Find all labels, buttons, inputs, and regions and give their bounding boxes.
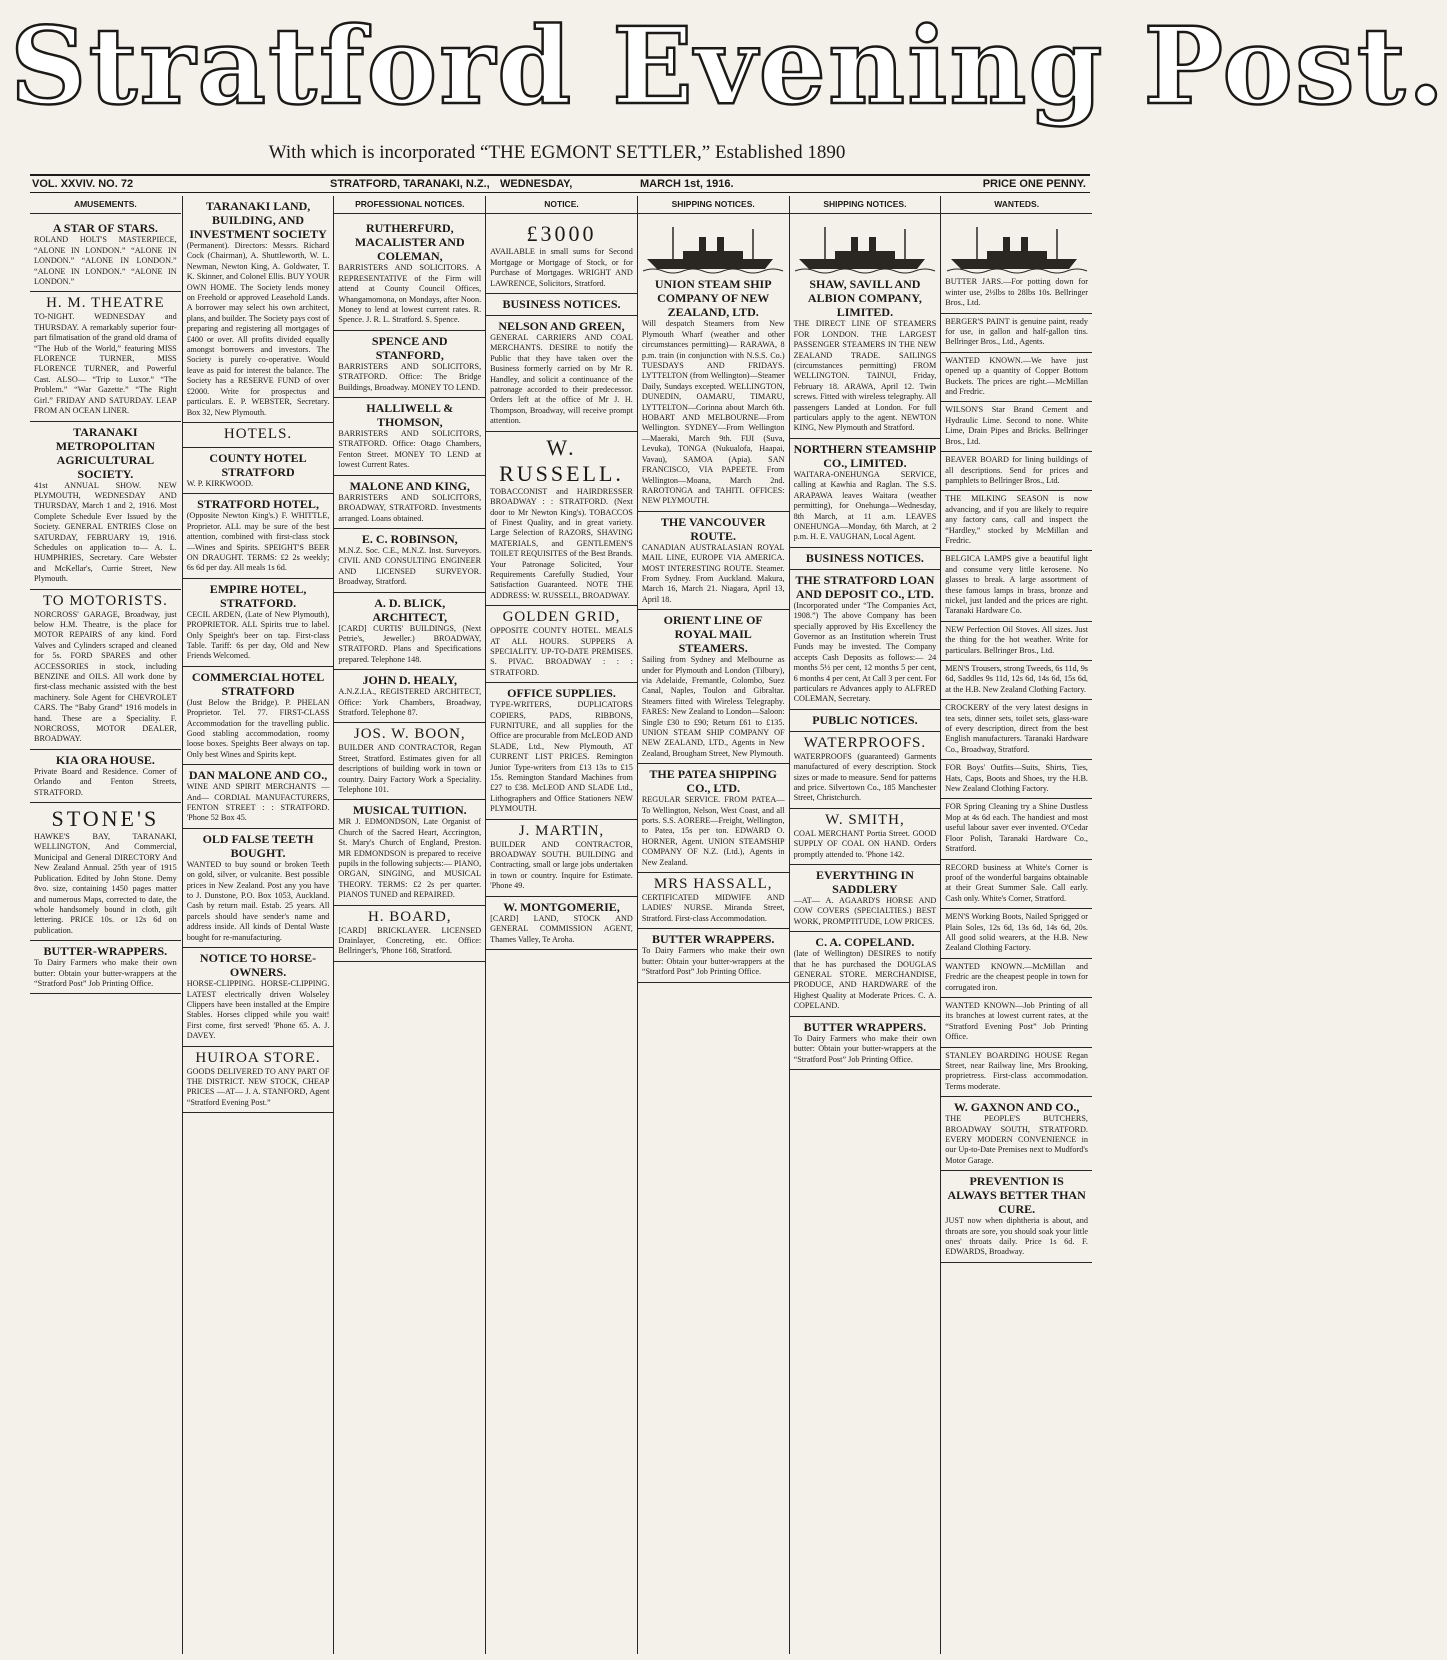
advertisement-body: BUILDER AND CONTRACTOR, Regan Street, Stratford. Estimates given for all descriptions of building work in town or country. Dairy Factory Work a Speciality. Telephone 101.: [338, 743, 482, 794]
advertisement: [183, 423, 334, 448]
advertisement-body: (Opposite Newton King's.) F. WHITTLE, Proprietor. ALL may be sure of the best attention, combined with first-class stock—Wines and Spirits. SPEIGHT'S BEER ON DRAUGHT. TERMS: £2 2s weekly; 6s 6d per day. All meals 1s 6d.: [186, 511, 330, 573]
advertisement: [30, 292, 181, 421]
advertisement-body: 41st ANNUAL SHOW. NEW PLYMOUTH, WEDNESDAY AND THURSDAY, March 1 and 2, 1916. Most Complete Schedule Ever Issued by the Society. GENERAL ENTRIES Close on SATURDAY, FEBRUARY 19, 1916. Schedules on application to— A. L. HUMPHRIES, Secretary. Care Webster and McKellar's, Currie Street, New Plymouth.: [34, 480, 177, 584]
advertisement-title: PREVENTION IS ALWAYS BETTER THAN CURE.: [947, 1174, 1086, 1217]
advertisement-title: MRS HASSALL,: [653, 876, 773, 893]
advertisement-body: BARRISTERS AND SOLICITORS. A REPRESENTATIVE of the Firm will attend at County Council Offices, Whangamomona, on Mondays, after Noon. Money to lend at lowest current rates. R. Spence. J. R. L. Stratford. S. Spence.: [338, 263, 482, 325]
newspaper-column: [333, 196, 485, 1654]
advertisement: [638, 873, 789, 929]
advertisement: [790, 809, 941, 865]
advertisement: [334, 800, 485, 905]
advertisement-body: WATERPROOFS (guaranteed) Garments manufactured of every description. Stock sizes or made to measure. Send for patterns and price. Silvertown Co., 185 Manchester Street, Christchurch.: [793, 751, 937, 803]
advertisement: [183, 1047, 334, 1114]
advertisement-body: BARRISTERS AND SOLICITORS, STRATFORD. Office: Otago Chambers, Fenton Street. MONEY TO LEND at lowest Current Rates.: [338, 429, 482, 470]
advertisement-body: A.N.Z.I.A., REGISTERED ARCHITECT, Office: York Chambers, Broadway, Stratford. Telephone 87.: [338, 687, 482, 717]
steamship-illustration: [795, 225, 935, 273]
advertisement-body: NEW Perfection Oil Stoves. All sizes. Just the thing for the hot weather. Write for particulars. Bellringer Bros., Ltd.: [945, 624, 1088, 655]
advertisement-title: NORTHERN STEAMSHIP CO., LIMITED.: [793, 441, 937, 470]
advertisement-title: PUBLIC NOTICES.: [812, 712, 918, 727]
advertisement-title: EVERYTHING IN SADDLERY: [815, 868, 914, 897]
newspaper-column: [940, 196, 1092, 1654]
advertisement-body: WANTED to buy sound or broken Teeth on gold, silver, or vulcanite. Best possible prices in New Zealand. Post any you have to J. Dunstone, P.O. Box 1053, Auckland. Cash by return mail. Estab. 25 years. All parcels should have sender's name and address inside. All kinds of Dental Waste bought for re-manufacturing.: [186, 859, 330, 942]
advertisement: [941, 622, 1092, 661]
advertisement-body: WILSON'S Star Brand Cement and Hydraulic Lime. Second to none. White Lime, Drain Pipes and Bricks. Bellringer Bros., Ltd.: [945, 405, 1088, 446]
weekday: WEDNESDAY,: [500, 178, 573, 190]
advertisement: [334, 331, 485, 398]
advertisement: [790, 548, 941, 570]
advertisement-title: W. SMITH,: [825, 811, 905, 828]
advertisement-body: WANTED KNOWN.—McMillan and Fredric are the cheapest people in town for corrugated iron.: [945, 961, 1088, 992]
advertisement-body: BUILDER AND CONTRACTOR, BROADWAY SOUTH. BUILDING and Contracting, small or large jobs undertaken in town or country. Inquire for Estimate. 'Phone 49.: [490, 839, 633, 891]
advertisement-title: EMPIRE HOTEL, STRATFORD.: [209, 581, 307, 610]
advertisement-title: JOHN D. HEALY,: [362, 673, 458, 688]
advertisement: [486, 316, 637, 432]
advertisement-title: JOS. W. BOON,: [353, 726, 466, 743]
advertisement-title: COMMERCIAL HOTEL STRATFORD: [191, 669, 325, 698]
newspaper-column: [30, 196, 181, 1654]
advertisement: [183, 448, 334, 494]
advertisement: [334, 529, 485, 593]
advertisement-body: STANLEY BOARDING HOUSE Regan Street, near Railway line, Mrs Brooking, proprietress. First-class accommodation. Terms moderate.: [945, 1050, 1088, 1091]
advertisement-title: H. M. THEATRE: [46, 295, 165, 312]
advertisement-title: WATERPROOFS.: [803, 734, 927, 751]
column-heading: SHIPPING NOTICES.: [790, 196, 941, 214]
advertisement: [183, 579, 334, 667]
advertisement: [183, 196, 334, 423]
advertisement: [30, 941, 181, 994]
advertisement-body: AVAILABLE in small sums for Second Mortgage or Mortgage of Stock, or for Purchase of Mortgages. WRIGHT AND LAWRENCE, Solicitors, Stratford.: [490, 247, 633, 288]
advertisement-title: W. RUSSELL.: [499, 434, 624, 486]
advertisement: [334, 723, 485, 800]
advertisement: [941, 700, 1092, 760]
advertisement-body: RECORD business at White's Corner is proof of the wonderful bargains obtainable at their Great Summer Sale. Call early. Cash only. White's Corner, Stratford.: [945, 862, 1088, 903]
advertisement-body: ROLAND HOLT'S MASTERPIECE, “ALONE IN LONDON.” “ALONE IN LONDON.” “ALONE IN LONDON.” “ALONE IN LONDON.” “ALONE IN LONDON.”: [34, 235, 177, 287]
advertisement-title: SHAW, SAVILL AND ALBION COMPANY, LIMITED.: [807, 277, 922, 320]
advertisement-title: COUNTY HOTEL STRATFORD: [209, 450, 307, 479]
advertisement: [183, 829, 334, 948]
advertisement: [941, 860, 1092, 910]
advertisement-body: FOR Spring Cleaning try a Shine Dustless Mop at 4s 6d each. The handiest and most useful labour saver ever invented. O'Cedar Floor Polish, Taranaki Hardware Co., Stratford.: [945, 802, 1088, 854]
advertisement-title: TARANAKI METROPOLITAN AGRICULTURAL SOCIETY.: [55, 424, 155, 481]
advertisement-body: NORCROSS' GARAGE, Broadway, just below H.M. Theatre, is the place for MOTOR REPAIRS of any kind. Ford Valves and Cylinders scraped and cleaned for 5s. FORD SPARES and other ACCESSORIES in stock, including BENZINE and OILS. All work done by first-class mechanic assisted with the best machinery. Sole Agent for CHEVROLET CARS. The “Baby Grand” 1916 models in hand. These are a Speciality. F. NORCROSS, MOTOR DEALER, BROADWAY.: [34, 609, 177, 744]
advertisement-title: OLD FALSE TEETH BOUGHT.: [202, 831, 314, 860]
advertisement: [790, 932, 941, 1016]
steamship-illustration: [947, 225, 1087, 273]
advertisement-body: WINE AND SPIRIT MERCHANTS —And— CORDIAL MANUFACTURERS, FENTON STREET : : STRATFORD. 'Phone 52 Box 45.: [186, 782, 330, 823]
advertisement-body: BEAVER BOARD for lining buildings of all descriptions. Send for prices and pamphlets to Bellringer Bros., Ltd.: [945, 455, 1088, 485]
advertisement-title: OFFICE SUPPLIES.: [507, 686, 616, 701]
advertisement: [486, 218, 637, 294]
column-heading: AMUSEMENTS.: [30, 196, 181, 214]
advertisement-body: TO-NIGHT. WEDNESDAY and THURSDAY. A remarkably superior four-part filmatisation of the grand old drama of “The Hub of the World,” featuring MISS FLORENCE TURNER, MISS FLORENCE TURNER, and Powerful Cast. ALSO— “Trip to Luxor.” “The Problem.” “War Gazette.” “The Right Girl.” FRIDAY AND SATURDAY. LEAP FROM AN OCEAN LINER.: [34, 312, 177, 416]
advertisement: [486, 897, 637, 950]
advertisement-body: CROCKERY of the very latest designs in tea sets, dinner sets, toilet sets, glass-ware of every description, direct from the best English manufacturers. Taranaki Hardware Co., Broadway, Stratford.: [945, 703, 1088, 754]
advertisement-title: UNION STEAM SHIP COMPANY OF NEW ZEALAND, LTD.: [654, 277, 772, 320]
advertisement-title: THE STRATFORD LOAN AND DEPOSIT CO., LTD.: [795, 572, 935, 601]
advertisement-title: STRATFORD HOTEL,: [197, 497, 319, 512]
advertisement-title: BUSINESS NOTICES.: [805, 550, 924, 565]
advertisement: [30, 422, 181, 590]
advertisement: [486, 606, 637, 683]
advertisement-title: BUTTER-WRAPPERS.: [43, 944, 168, 959]
advertisement-body: OPPOSITE COUNTY HOTEL. MEALS AT ALL HOURS. SUPPERS A SPECIALITY. UP-TO-DATE PREMISES. S. PIVAC. BROADWAY : : : STRATFORD.: [490, 626, 633, 677]
advertisement-title: TO MOTORISTS.: [42, 592, 168, 609]
advertisement: [941, 998, 1092, 1048]
advertisement-title: BUTTER WRAPPERS.: [651, 932, 775, 947]
advertisement: [486, 432, 637, 606]
column-heading: SHIPPING NOTICES.: [638, 196, 789, 214]
advertisement-title: GOLDEN GRID,: [502, 609, 621, 626]
advertisement-body: M.N.Z. Soc. C.E., M.N.Z. Inst. Surveyors. CIVIL AND CONSULTING ENGINEER AND LICENSED SURVEYOR. Broadway, Stratford.: [338, 545, 482, 587]
advertisement: [941, 661, 1092, 700]
advertisement-body: [CARD] CURTIS' BUILDINGS, (Next Petrie's, Jeweller.) BROADWAY, STRATFORD. Plans and Specifications prepared. Telephone 148.: [338, 623, 482, 664]
advertisement-body: WANTED KNOWN.—We have just opened up a quantity of Copper Bottom Buckets. The prices are right.—McMillan and Fredric.: [945, 355, 1088, 397]
advertisement-body: To Dairy Farmers who make their own butter: Obtain your butter-wrappers at the “Stratford Post” Job Printing Office.: [641, 946, 785, 977]
advertisement: [941, 551, 1092, 621]
advertisement: [638, 218, 789, 511]
advertisement-title: HUIROA STORE.: [195, 1049, 321, 1066]
advertisement-body: COAL MERCHANT Portia Street. GOOD SUPPLY OF COAL ON HAND. Orders promptly attended to. 'Phone 142.: [793, 828, 937, 859]
advertisement: [334, 593, 485, 671]
advertisement-body: (Just Below the Bridge). P. PHELAN Proprietor. Tel. 77. FIRST-CLASS Accommodation for the travelling public. Good stabling accommodation, roomy loose boxes. Speights Beer always on tap. Only best Wines and Spirits kept.: [186, 697, 330, 759]
advertisement: [941, 314, 1092, 353]
advertisement: [486, 294, 637, 316]
advertisement-title: DAN MALONE AND CO.,: [188, 768, 328, 783]
advertisement-body: To Dairy Farmers who make their own butter: Obtain your butter-wrappers at the “Stratford Post” Job Printing Office.: [793, 1033, 937, 1064]
price: PRICE ONE PENNY.: [982, 178, 1086, 190]
advertisement: [941, 760, 1092, 799]
advertisement-title: THE PATEA SHIPPING CO., LTD.: [649, 767, 777, 796]
advertisement: [941, 1171, 1092, 1263]
advertisement-body: THE DIRECT LINE OF STEAMERS FOR LONDON. THE LARGEST PASSENGER STEAMERS IN THE NEW ZEALAND TRADE. SAILINGS (circumstances permitting) FROM WELLINGTON. TAINUI, Friday, February 18. ARAWA, April 12. Twin screws. Fitted with wireless telegraphy. All passengers Landed at London. For full particulars apply to the agent. NEWTON KING, New Plymouth and Stratford.: [793, 319, 937, 433]
advertisement-title: A STAR OF STARS.: [52, 221, 158, 236]
advertisement-body: BERGER'S PAINT is genuine paint, ready for use, in gallon and half-gallon tins. Bellringer Bros., Ltd., Agents.: [945, 316, 1088, 347]
advertisement-title: STONE'S: [51, 806, 160, 832]
advertisement-body: Sailing from Sydney and Melbourne as under for Plymouth and London (Tilbury), via Adelaide, Fremantle, Colombo, Suez Canal, Naples, Toulon and Gibraltar. Steamers fitted with Wireless Telegraphy. FARES: New Zealand to London—Saloon: Single £30 to £90; Return £61 to £135. UNION STEAM SHIP COMPANY OF NEW ZEALAND, LTD., Agents in New Zealand, Brougham Street, New Plymouth.: [641, 655, 785, 758]
advertisement: [334, 398, 485, 476]
advertisement: [334, 218, 485, 330]
column-heading: PROFESSIONAL NOTICES.: [334, 196, 485, 214]
advertisement-title: THE VANCOUVER ROUTE.: [660, 514, 766, 543]
advertisement-body: WANTED KNOWN—Job Printing of all its branches at lowest current rates, at the “Stratford Evening Post” Job Printing Office.: [945, 1000, 1088, 1042]
advertisement-title: TARANAKI LAND, BUILDING, AND INVESTMENT SOCIETY: [189, 199, 327, 241]
advertisement: [334, 670, 485, 723]
newspaper-column: [789, 196, 941, 1654]
advertisement-title: ORIENT LINE OF ROYAL MAIL STEAMERS.: [663, 613, 763, 656]
advertisement-title: BUTTER WRAPPERS.: [803, 1019, 927, 1034]
advertisement-body: (late of Wellington) DESIRES to notify that he has purchased the DOUGLAS GENERAL STORE. MERCHANDISE, PRODUCE, AND HARDWARE of the Highest Quality at Moderate Prices. C. A. COPELAND.: [793, 949, 937, 1011]
advertisement: [486, 683, 637, 819]
advertisement-title: £3000: [526, 221, 597, 247]
advertisement-title: C. A. COPELAND.: [815, 935, 915, 950]
advertisement-body: Will despatch Steamers from New Plymouth Wharf (weather and other circumstances permitting)— RARAWA, 8 p.m. train (in conjunction with N.S.S. Co.) TUESDAYS AND FRIDAYS. LYTTELTON (from Wellington)—Steamer Daily, Sundays excepted. WELLINGTON, DUNEDIN, OAMARU, TIMARU, LYTTELTON—Corinna about March 6th. HOBART AND MELBOURNE—From Wellington. SYDNEY—From Wellington—Maeraki, March 9th. FIJI (Suva, Levuka), TONGA (Nukualofa, Haapai, Vavau), SAMOA (Apia). SAN FRANCISCO, VIA PAPEETE. From Wellington—Moana, March 2nd. RAROTONGA and TAHITI. OFFICES: NEW PLYMOUTH.: [641, 319, 785, 506]
advertisement-body: MEN'S Working Boots, Nailed Sprigged or Plain Soles, 12s 6d, 13s 6d, 14s 6d, 20s. All good solid wearers, at the H.B. New Zealand Clothing Factory.: [945, 912, 1088, 953]
advertisement-title: H. BOARD,: [367, 908, 452, 925]
advertisement: [790, 218, 941, 438]
advertisement-title: MUSICAL TUITION.: [352, 803, 467, 818]
advertisement: [941, 402, 1092, 452]
advertisement-body: MR J. EDMONDSON, Late Organist of Church of the Sacred Heart, Accrington, St. Mary's Church of England, Preston. MR EDMONDSON is prepared to receive pupils in the following subjects:— PIANO, ORGAN, SINGING, and MUSICAL THEORY. TERMS: £2 2s per quarter. PIANOS TUNED and REPAIRED.: [338, 817, 482, 900]
advertisement: [183, 667, 334, 765]
advertisement: [334, 476, 485, 529]
advertisement-title: KIA ORA HOUSE.: [55, 752, 155, 767]
advertisement: [941, 799, 1092, 859]
advertisement-title: J. MARTIN,: [518, 822, 605, 839]
advertisement: [790, 570, 941, 710]
column-heading: NOTICE.: [486, 196, 637, 214]
advertisement-title: SPENCE AND STANFORD,: [371, 333, 448, 362]
column-heading: WANTEDS.: [941, 196, 1092, 214]
steamship-illustration: [643, 225, 783, 273]
advertisement-body: CANADIAN AUSTRALASIAN ROYAL MAIL LINE, EUROPE VIA AMERICA. MOST INTERESTING ROUTE. Steamer. From Sydney. From Auckland. Makura, March 16, March 21. Niagara, April 13, April 18.: [641, 542, 785, 604]
advertisement: [941, 1048, 1092, 1098]
advertisement-title: NELSON AND GREEN,: [498, 319, 625, 334]
advertisement: [941, 909, 1092, 959]
advertisement-title: HOTELS.: [223, 425, 293, 442]
volume-number: VOL. XXVIV. NO. 72: [32, 178, 134, 190]
dateline: [30, 174, 1090, 193]
advertisement-title: BUSINESS NOTICES.: [502, 297, 621, 312]
advertisement-body: WAITARA-ONEHUNGA SERVICE, calling at Kawhia and Raglan. The S.S. ARAPAWA leaves Waitara (weather permitting), for Onehunga—Wednesday, 8th March, at 11 a.m. LEAVES ONEHUNGA—Monday, 6th March, at 2 p.m. H. E. VAUGHAN, Local Agent.: [793, 469, 937, 542]
advertisement-body: HORSE-CLIPPING. HORSE-CLIPPING. LATEST electrically driven Wolseley Clippers have been installed at the Empire Stables. Horses clipped while you wait! First come, first served! 'Phone 65. A. J. DAVEY.: [186, 979, 330, 1041]
advertisement-body: JUST now when diphtheria is about, and throats are sore, you should soak your little ones' throats daily. Price 1s 6d. F. EDWARDS, Broadway.: [945, 1216, 1088, 1257]
advertisement-title: W. GAXNON AND CO.,: [953, 1100, 1080, 1115]
advertisement-body: FOR Boys' Outfits—Suits, Shirts, Ties, Hats, Caps, Boots and Shoes, try the H.B. New Zealand Clothing Factory.: [945, 763, 1088, 794]
advertisement: [790, 1017, 941, 1070]
advertisement-title: E. C. ROBINSON,: [361, 531, 458, 546]
advertisement: [790, 865, 941, 932]
advertisement: [638, 512, 789, 610]
advertisement-body: W. P. KIRKWOOD.: [186, 478, 254, 488]
advertisement: [183, 765, 334, 829]
advertisement: [486, 820, 637, 897]
advertisement-body: GOODS DELIVERED TO ANY PART OF THE DISTRICT. NEW STOCK, CHEAP PRICES —AT— J. A. STANFORD, Agent “Stratford Evening Post.”: [186, 1066, 330, 1107]
advertisement-body: [CARD] BRICKLAYER. LICENSED Drainlayer, Concreting, etc. Office: Bellringer's, 'Phone 168, Stratford.: [338, 925, 482, 956]
advertisement-body: TYPE-WRITERS, DUPLICATORS COPIERS, PADS, RIBBONS, FURNITURE, and all supplies for the Office are procurable from McLEOD AND SLADE, Ltd., New Plymouth, AT CURRENT LIST PRICES. Remington Junior Type-writers from £13 13s to £15 15s. Remington Standard Machines from £27 to £38. McLEOD AND SLADE Ltd., Lithographers and Office Stationers NEW PLYMOUTH.: [490, 700, 633, 814]
advertisement: [30, 590, 181, 750]
advertisement: [941, 218, 1092, 313]
advertisement-title: A. D. BLICK, ARCHITECT,: [372, 595, 448, 624]
advertisement-body: (Incorporated under “The Companies Act, 1908.”) The above Company has been specially approved by His Excellency the Governor as an Institution wherein Trust Funds may be invested. The Company accepts Cash Deposits as follows:— 24 months 5½ per cent, 12 months 5 per cent, 6 months 4 per cent, At Call 3 per cent. For particulars re Advances apply to ALFRED COLEMAN, Secretary.: [793, 600, 937, 704]
advertisement: [941, 452, 1092, 491]
advertisement-body: REGULAR SERVICE. FROM PATEA—To Wellington, Nelson, West Coast, and all ports. S.S. AORERE—Freight, Wellington, to Patea, 15s per ton. EDWARD O. HORNER, Agent. UNION STEAMSHIP COMPANY OF N.Z. (Ltd.), Agents in New Zealand.: [641, 795, 785, 867]
newspaper-column: [182, 196, 334, 1654]
columns: [30, 196, 1092, 1656]
advertisement-title: RUTHERFURD, MACALISTER AND COLEMAN,: [354, 221, 465, 264]
advertisement-body: [CARD] LAND, STOCK AND GENERAL COMMISSION AGENT, Thames Valley, Te Aroha.: [490, 913, 633, 944]
advertisement-title: MALONE AND KING,: [349, 478, 470, 493]
advertisement: [334, 906, 485, 962]
advertisement-title: W. MONTGOMERIE,: [503, 899, 620, 914]
advertisement-body: TOBACCONIST and HAIRDRESSER BROADWAY : : STRATFORD. (Next door to Mr Newton King's). TOBACCOS of Finest Quality, and in great variety. Large Selection of RAZORS, SHAVING MATERIALS, and GENTLEMEN'S TOILET REQUISITES of the Best Brands. Your Patronage Solicited, Your Requirements Carefully Studied, Your Satisfaction Guaranteed. NOTE THE ADDRESS: W. RUSSELL, BROADWAY.: [490, 486, 633, 600]
advertisement: [638, 764, 789, 873]
place: STRATFORD, TARANAKI, N.Z.,: [330, 178, 490, 190]
advertisement: [790, 710, 941, 732]
advertisement-body: Private Board and Residence. Corner of Orlando and Fenton Streets, STRATFORD.: [34, 766, 177, 797]
advertisement: [941, 1097, 1092, 1171]
advertisement: [183, 494, 334, 578]
advertisement-title: NOTICE TO HORSE-OWNERS.: [199, 951, 317, 980]
advertisement-body: (Permanent). Directors: Messrs. Richard Cock (Chairman), A. Shuttleworth, W. L. Newman, Newton King, A. Goldwater, T. K. Skinner, and Colonel Ellis. BUY YOUR OWN HOME. The Society lends money on Freehold or approved Leasehold Lands. A borrower may select his own architect, plans, and builder. The Society pays cost of preparing and registering all mortgages of £400 or over. All profits divided equally amongst borrowers and investors. The Society is purely co-operative. Would leave as paid for interest the balance. The Society has a RESERVE FUND of over £2000. Write for prospectus and particulars. E. P. WEBSTER, Secretary. Box 32, New Plymouth.: [186, 241, 330, 417]
advertisement: [790, 732, 941, 809]
advertisement-body: CERTIFICATED MIDWIFE AND LADIES' NURSE. Miranda Street, Stratford. First-class Accommodation.: [641, 893, 785, 923]
advertisement: [30, 803, 181, 941]
advertisement-body: BARRISTERS AND SOLICITORS, STRATFORD. Office: The Bridge Buildings, Broadway. MONEY TO LEND.: [338, 361, 482, 392]
advertisement: [30, 750, 181, 803]
advertisement-body: THE MILKING SEASON is now advancing, and if you are likely to require any factory cans, call and inspect the “Hardley,” stocked by McMillan and Fredric.: [945, 494, 1088, 545]
issue-date: MARCH 1st, 1916.: [640, 178, 734, 190]
advertisement-body: HAWKE'S BAY, TARANAKI, WELLINGTON, And Commercial, Municipal and General DIRECTORY And New Zealand Annual. 25th year of 1915 Publication. Edited by John Stone. Demy 8vo. size, containing 1450 pages matter and numerous Maps, corrected to date, the whole handsomely bound in cloth, gilt lettering. PRICE 10s. or 12s 6d on publication.: [34, 832, 177, 935]
advertisement: [941, 491, 1092, 551]
advertisement-body: MEN'S Trousers, strong Tweeds, 6s 11d, 9s 6d, Saddles 9s 11d, 12s 6d, 14s 6d, 15s 6d, at the H.B. New Zealand Clothing Factory.: [945, 664, 1088, 694]
advertisement-body: BELGICA LAMPS give a beautiful light and consume very little kerosene. No glasses to break. A large assortment of these famous lamps in brass, bronze and nickel, just landed and the prices are right. Taranaki Hardware Co.: [945, 554, 1088, 616]
newspaper-column: [637, 196, 789, 1654]
advertisement: [183, 948, 334, 1046]
advertisement-body: GENERAL CARRIERS AND COAL MERCHANTS. DESIRE to notify the Public that they have taken over the Business formerly carried on by Mr R. Handley, and solicit a continuance of the patronage accorded to their predecessor. Orders left at the office of Mr J. H. Thompson, Broadway, will receive prompt attention.: [490, 333, 633, 426]
advertisement: [790, 439, 941, 548]
newspaper-column: [485, 196, 637, 1654]
advertisement-body: BARRISTERS AND SOLICITORS, BROADWAY, STRATFORD. Investments arranged. Loans obtained.: [338, 492, 482, 523]
advertisement-body: BUTTER JARS.—For potting down for winter use, 2½lbs to 28lbs 10s. Bellringer Bros., Ltd.: [945, 277, 1088, 308]
advertisement: [638, 610, 789, 764]
advertisement: [941, 959, 1092, 998]
masthead: [0, 0, 1447, 175]
newspaper-title: Stratford Evening Post.: [10, 3, 1447, 128]
advertisement-body: CECIL ARDEN, (Late of New Plymouth), PROPRIETOR. ALL Spirits true to label. Only Speight's beer on tap. First-class Table. Tariff: 6s per day, Old and New Friends Welcomed.: [186, 609, 330, 661]
newspaper-subtitle: With which is incorporated “THE EGMONT SETTLER,” Established 1890: [268, 142, 846, 163]
advertisement: [941, 353, 1092, 403]
advertisement-body: —AT— A. AGAARD'S HORSE AND COW COVERS (SPECIALTIES.) BEST WORK, PROMPTITUDE, LOW PRICES.: [793, 896, 937, 926]
advertisement-title: HALLIWELL & THOMSON,: [366, 401, 454, 430]
advertisement-body: THE PEOPLE'S BUTCHERS, BROADWAY SOUTH, STRATFORD. EVERY MODERN CONVENIENCE in our Up-to-Date Premises next to Mudford's Motor Garage.: [945, 1114, 1088, 1165]
advertisement-body: To Dairy Farmers who make their own butter: Obtain your butter-wrappers at the “Stratford Post” Job Printing Office.: [34, 958, 177, 988]
advertisement: [30, 218, 181, 292]
advertisement: [638, 929, 789, 982]
